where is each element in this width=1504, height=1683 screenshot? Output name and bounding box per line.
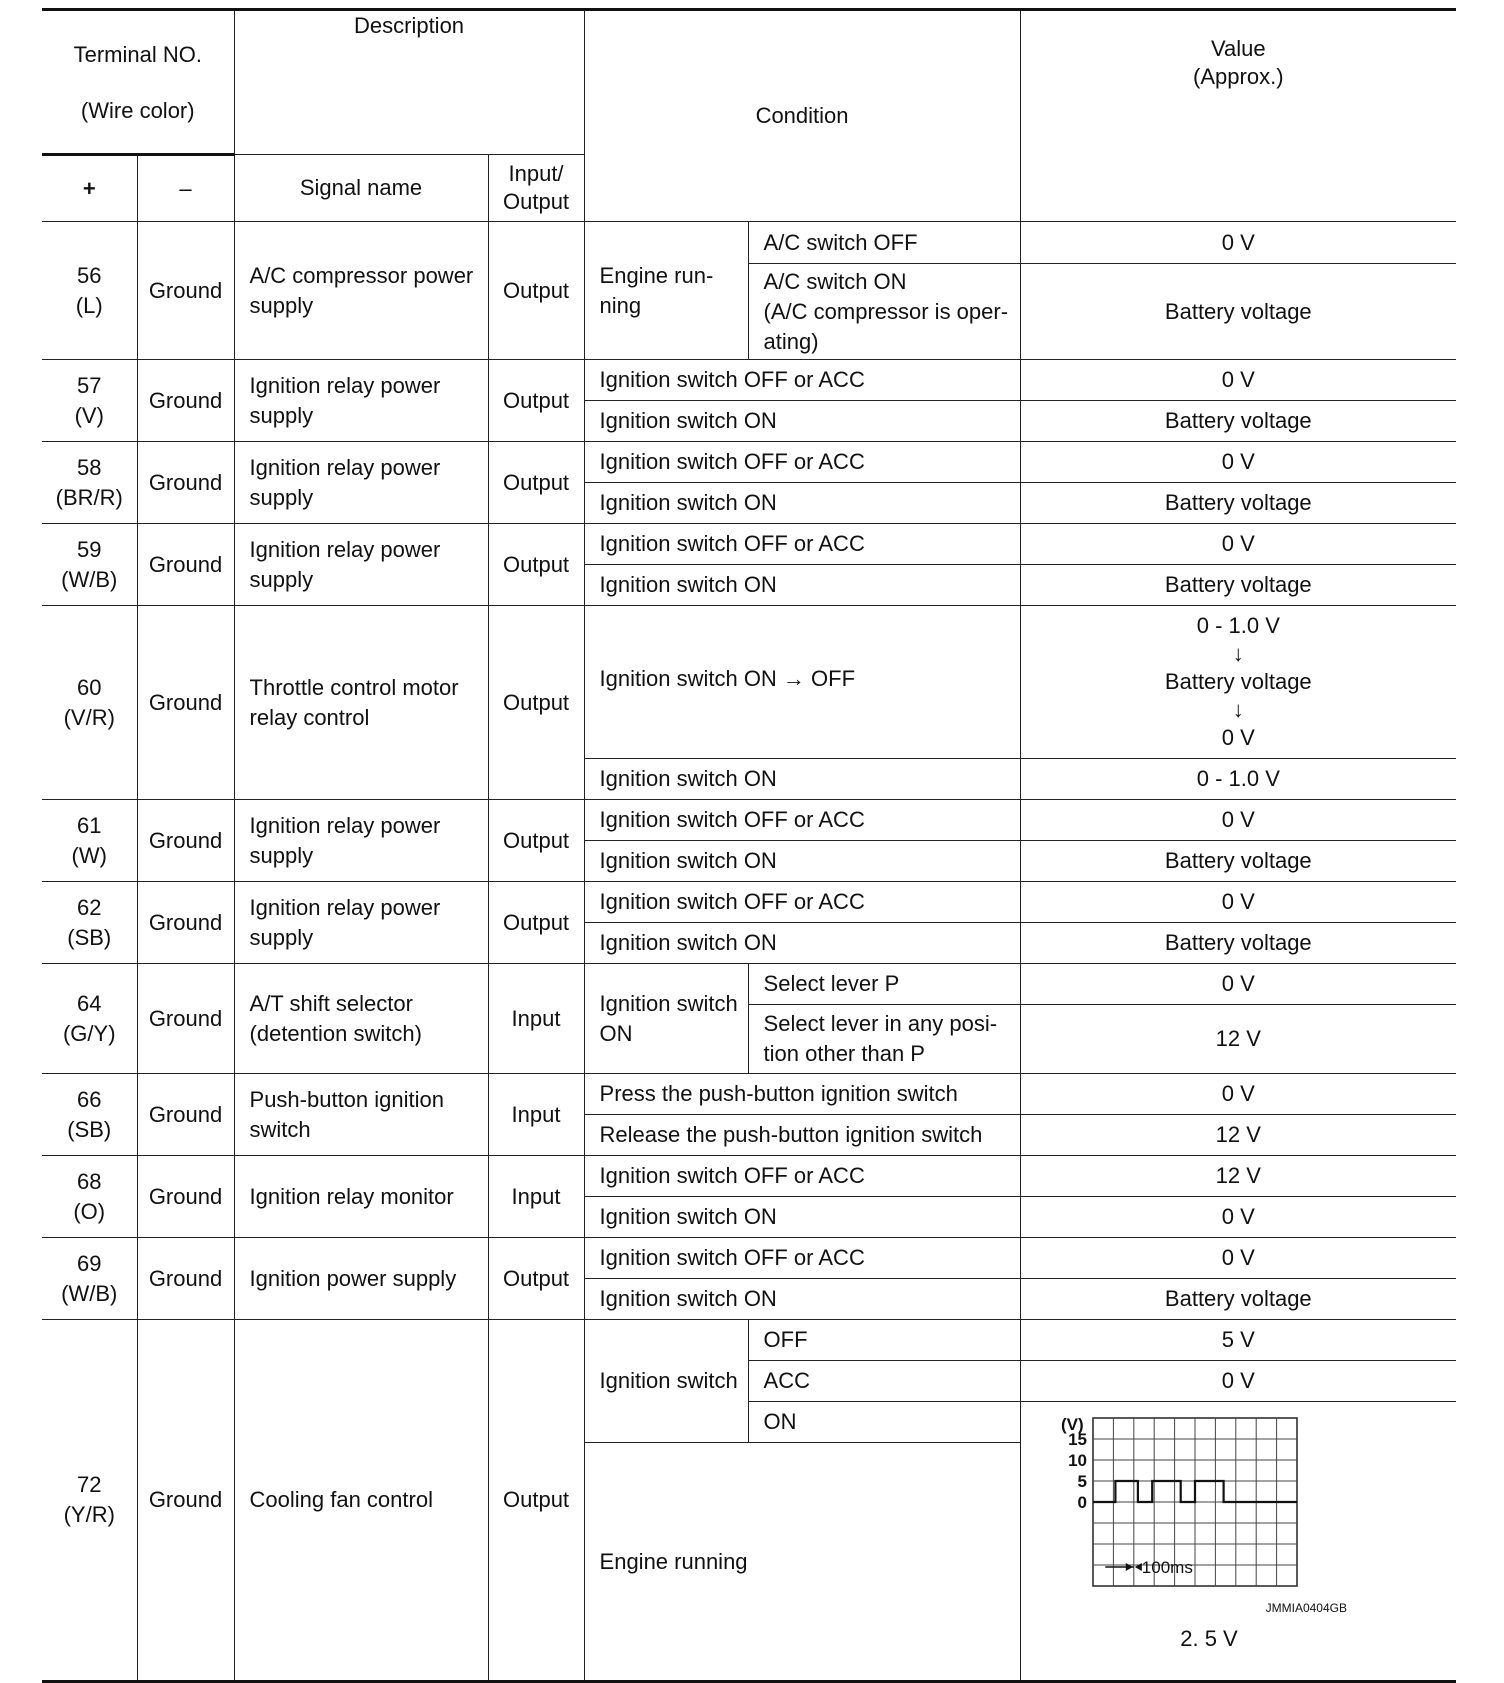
header-input-output: Input/ Output [488, 155, 584, 222]
timebase-label: 100ms [1141, 1558, 1193, 1577]
io-cell: Output [488, 442, 584, 524]
condition-cell: Ignition switch [584, 1320, 748, 1443]
condition-cell: Ignition switch OFF or ACC [584, 800, 1020, 841]
value-cell: Battery voltage [1020, 401, 1456, 442]
condition-cell: Engine run- ning [584, 222, 748, 360]
row-66-a [42, 1074, 1456, 1115]
condition-cell: Ignition switch OFF or ACC [584, 882, 1020, 923]
figure-id-label: JMMIA0404GB [1265, 1601, 1347, 1615]
oscilloscope-chart [1021, 1402, 1457, 1680]
sub-condition-cell: A/C switch ON (A/C compressor is oper- ating) [748, 264, 1020, 360]
signal-cell: Push-button ignition switch [234, 1074, 488, 1156]
signal-cell: Ignition power supply [234, 1238, 488, 1320]
terminal-cell: 64 (G/Y) [42, 964, 137, 1074]
ground-cell: Ground [137, 1074, 234, 1156]
value-cell: Battery voltage [1020, 923, 1456, 964]
ground-cell: Ground [137, 964, 234, 1074]
terminal-table-page [42, 8, 1456, 1683]
value-step: 0 V [1221, 725, 1255, 750]
io-cell: Output [488, 882, 584, 964]
scope-tick-label: 10 [1067, 1451, 1087, 1470]
condition-cell: Ignition switch ON [584, 565, 1020, 606]
waveform-value-cell [1020, 1402, 1456, 1682]
value-cell: 5 V [1020, 1320, 1456, 1361]
value-cell: 12 V [1020, 1005, 1456, 1074]
terminal-cell: 66 (SB) [42, 1074, 137, 1156]
signal-cell: Ignition relay monitor [234, 1156, 488, 1238]
row-61-a [42, 800, 1456, 841]
signal-cell: Cooling fan control [234, 1320, 488, 1682]
value-cell: Battery voltage [1020, 264, 1456, 360]
ground-cell: Ground [137, 882, 234, 964]
value-cell: 0 V [1020, 442, 1456, 483]
row-57-a [42, 360, 1456, 401]
value-cell: 0 V [1020, 882, 1456, 923]
signal-cell: Ignition relay power supply [234, 800, 488, 882]
value-cell: 0 V [1020, 360, 1456, 401]
row-68-a [42, 1156, 1456, 1197]
row-58-a [42, 442, 1456, 483]
value-cell: 0 - 1.0 V [1020, 759, 1456, 800]
ground-cell: Ground [137, 1238, 234, 1320]
signal-cell: Ignition relay power supply [234, 882, 488, 964]
row-64-a [42, 964, 1456, 1005]
signal-cell: Ignition relay power supply [234, 524, 488, 606]
sub-condition-cell: ON [748, 1402, 1020, 1443]
terminal-cell: 68 (O) [42, 1156, 137, 1238]
terminal-cell: 61 (W) [42, 800, 137, 882]
oscilloscope-figure [1021, 1402, 1457, 1680]
io-cell: Output [488, 360, 584, 442]
header-terminal-no: Terminal NO. [73, 42, 202, 67]
condition-cell: Ignition switch ON [584, 1279, 1020, 1320]
terminal-cell: 56 (L) [42, 222, 137, 360]
header-condition: Condition [584, 10, 1020, 222]
header-signal-name: Signal name [234, 155, 488, 222]
terminal-table [42, 8, 1456, 1683]
scope-tick-label: 0 [1077, 1493, 1087, 1512]
value-cell: 0 V [1020, 1074, 1456, 1115]
terminal-cell: 62 (SB) [42, 882, 137, 964]
sub-condition-cell: Select lever in any posi- tion other than P [748, 1005, 1020, 1074]
io-cell: Input [488, 1156, 584, 1238]
header-minus: – [137, 155, 234, 222]
row-72-a [42, 1320, 1456, 1361]
condition-cell: Ignition switch ON [584, 401, 1020, 442]
sub-condition-cell: ACC [748, 1361, 1020, 1402]
ground-cell: Ground [137, 606, 234, 800]
row-56-a [42, 222, 1456, 264]
io-cell: Output [488, 1320, 584, 1682]
value-cell: 0 V [1020, 800, 1456, 841]
condition-cell: Ignition switch ON [584, 483, 1020, 524]
io-cell: Input [488, 964, 584, 1074]
down-arrow-icon: ↓ [1232, 697, 1244, 722]
header-description: Description [234, 10, 584, 155]
sub-condition-cell: A/C switch OFF [748, 222, 1020, 264]
condition-cell: Ignition switch ON → OFF [584, 606, 1020, 759]
scope-tick-label: 15 [1067, 1430, 1087, 1449]
header-plus: + [42, 155, 137, 222]
timebase-arrow-right-icon [1125, 1563, 1132, 1571]
ground-cell: Ground [137, 1320, 234, 1682]
sub-condition-cell: Select lever P [748, 964, 1020, 1005]
io-cell: Output [488, 222, 584, 360]
scope-unit-label: (V) [1060, 1415, 1084, 1434]
condition-cell: Ignition switch OFF or ACC [584, 524, 1020, 565]
io-cell: Input [488, 1074, 584, 1156]
signal-cell: Ignition relay power supply [234, 360, 488, 442]
down-arrow-icon: ↓ [1232, 641, 1244, 666]
value-cell: 0 V [1020, 524, 1456, 565]
header-value-approx: (Approx.) [1193, 64, 1284, 89]
header-row-1 [42, 10, 1456, 155]
condition-cell: Press the push-button ignition switch [584, 1074, 1020, 1115]
value-cell: Battery voltage [1020, 483, 1456, 524]
condition-cell: Ignition switch OFF or ACC [584, 1238, 1020, 1279]
io-cell: Output [488, 524, 584, 606]
ground-cell: Ground [137, 800, 234, 882]
condition-cell: Release the push-button ignition switch [584, 1115, 1020, 1156]
condition-cell: Ignition switch OFF or ACC [584, 360, 1020, 401]
ground-cell: Ground [137, 360, 234, 442]
scope-tick-label: 5 [1077, 1472, 1087, 1491]
row-60-a [42, 606, 1456, 759]
io-cell: Output [488, 606, 584, 800]
terminal-cell: 57 (V) [42, 360, 137, 442]
condition-cell: Ignition switch OFF or ACC [584, 1156, 1020, 1197]
value-cell: 0 V [1020, 964, 1456, 1005]
value-cell: 12 V [1020, 1156, 1456, 1197]
row-69-a [42, 1238, 1456, 1279]
terminal-cell: 59 (W/B) [42, 524, 137, 606]
row-59-a [42, 524, 1456, 565]
value-cell: Battery voltage [1020, 841, 1456, 882]
condition-cell: Ignition switch OFF or ACC [584, 442, 1020, 483]
header-value-label: Value [1210, 36, 1266, 61]
waveform-value-label: 2. 5 V [1179, 1626, 1238, 1651]
value-cell: Battery voltage [1020, 1279, 1456, 1320]
value-cell-sequence [1020, 606, 1456, 759]
ground-cell: Ground [137, 1156, 234, 1238]
terminal-cell: 60 (V/R) [42, 606, 137, 800]
sub-condition-cell: OFF [748, 1320, 1020, 1361]
scope-waveform-line [1093, 1481, 1297, 1502]
value-cell: 0 V [1020, 1197, 1456, 1238]
signal-cell: A/C compressor power supply [234, 222, 488, 360]
io-cell: Output [488, 800, 584, 882]
condition-cell: Ignition switch ON [584, 923, 1020, 964]
terminal-cell: 72 (Y/R) [42, 1320, 137, 1682]
condition-cell: Ignition switch ON [584, 759, 1020, 800]
value-step: 0 - 1.0 V [1196, 613, 1280, 638]
header-value [1020, 10, 1456, 222]
value-step: Battery voltage [1164, 669, 1312, 694]
header-wire-color: (Wire color) [80, 98, 195, 123]
condition-cell: Ignition switch ON [584, 841, 1020, 882]
terminal-cell: 69 (W/B) [42, 1238, 137, 1320]
value-cell: 12 V [1020, 1115, 1456, 1156]
condition-cell: Ignition switch ON [584, 964, 748, 1074]
timebase-arrow-left-icon [1134, 1563, 1141, 1571]
condition-cell: Engine running [584, 1443, 1020, 1682]
signal-cell: Ignition relay power supply [234, 442, 488, 524]
value-cell: 0 V [1020, 222, 1456, 264]
value-cell: 0 V [1020, 1238, 1456, 1279]
io-cell: Output [488, 1238, 584, 1320]
ground-cell: Ground [137, 524, 234, 606]
header-terminal [42, 10, 234, 155]
signal-cell: A/T shift selector (detention switch) [234, 964, 488, 1074]
signal-cell: Throttle control motor relay control [234, 606, 488, 800]
ground-cell: Ground [137, 222, 234, 360]
ground-cell: Ground [137, 442, 234, 524]
condition-cell: Ignition switch ON [584, 1197, 1020, 1238]
row-62-a [42, 882, 1456, 923]
terminal-cell: 58 (BR/R) [42, 442, 137, 524]
value-cell: Battery voltage [1020, 565, 1456, 606]
value-cell: 0 V [1020, 1361, 1456, 1402]
